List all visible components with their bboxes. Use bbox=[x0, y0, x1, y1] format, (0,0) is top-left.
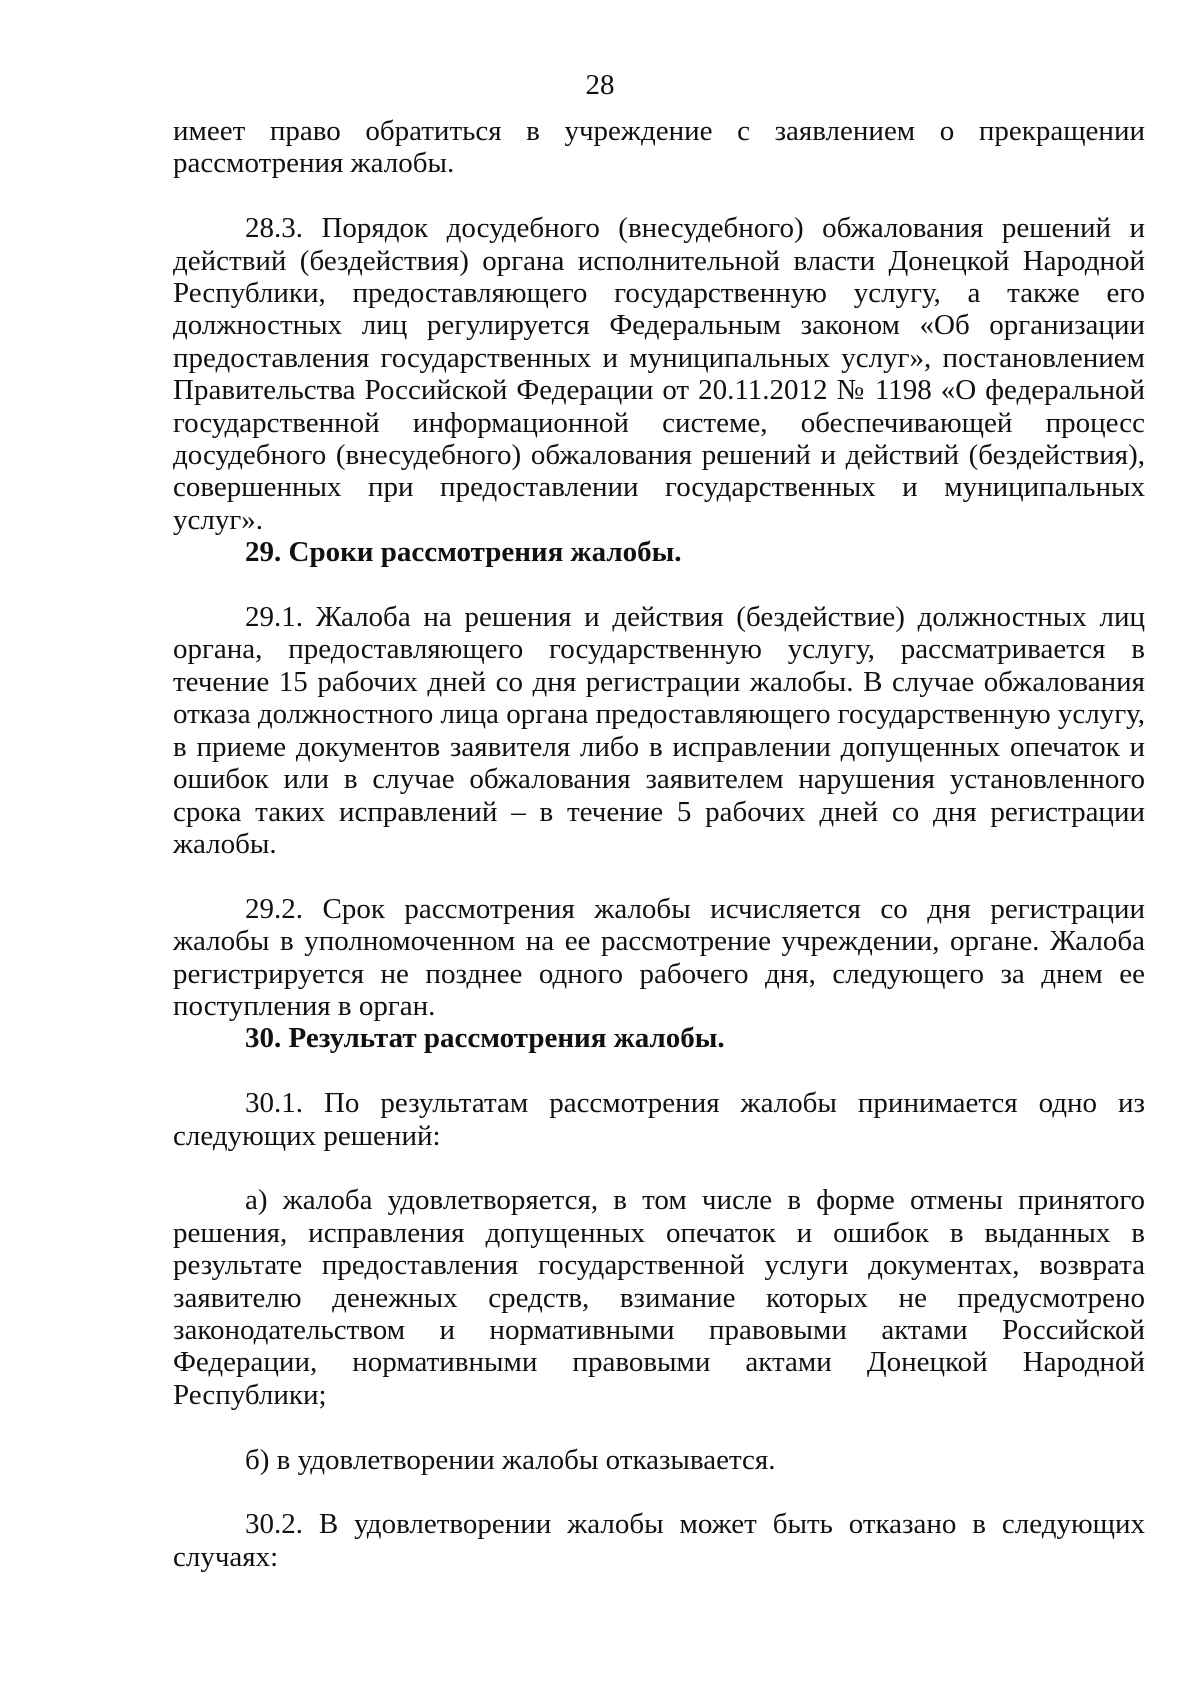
page-number: 28 bbox=[585, 69, 615, 101]
paragraph-29-1: 29.1. Жалоба на решения и действия (бездействие) должностных лиц органа, предоставляющего государственную услугу, рассматривается в течение 15 рабочих дней со дня регистрации жалобы. В случае обжалования отказа должностного лица органа предоставляющего государственную услугу, в приеме документов заявителя либо в исправлении допущенных опечаток и ошибок или в случае обжалования заявителем нарушения установленного срока таких исправлений – в течение 5 рабочих дней со дня регистрации жалобы. bbox=[173, 601, 1145, 860]
paragraph-28-3: 28.3. Порядок досудебного (внесудебного) обжалования решений и действий (бездействия) органа исполнительной власти Донецкой Народной Республики, предоставляющего государственную услугу, а также его должностных лиц регулируется Федеральным законом «Об организации предоставления государственных и муниципальных услуг», постановлением Правительства Российской Федерации от 20.11.2012 № 1198 «О федеральной государственной информационной системе, обеспечивающей процесс досудебного (внесудебного) обжалования решений и действий (бездействия), совершенных при предоставлении государственных и муниципальных услуг». bbox=[173, 212, 1145, 536]
section-heading-30: 30. Результат рассмотрения жалобы. bbox=[245, 1022, 725, 1055]
section-heading-29: 29. Сроки рассмотрения жалобы. bbox=[245, 536, 682, 569]
paragraph-continuation: имеет право обратиться в учреждение с заявлением о прекращении рассмотрения жалобы. bbox=[173, 115, 1145, 180]
document-body bbox=[173, 115, 1145, 1573]
paragraph-30-1-b: б) в удовлетворении жалобы отказывается. bbox=[245, 1443, 776, 1476]
paragraph-30-1: 30.1. По результатам рассмотрения жалобы принимается одно из следующих решений: bbox=[173, 1087, 1145, 1152]
paragraph-29-2: 29.2. Срок рассмотрения жалобы исчисляется со дня регистрации жалобы в уполномоченном на ее рассмотрение учреждении, органе. Жалоба регистрируется не позднее одного рабочего дня, следующего за днем ее поступления в орган. bbox=[173, 892, 1145, 1022]
paragraph-30-1-a: а) жалоба удовлетворяется, в том числе в форме отмены принятого решения, исправления допущенных опечаток и ошибок в выданных в результате предоставления государственной услуги документах, возврата заявителю денежных средств, взимание которых не предусмотрено законодательством и нормативными правовыми актами Российской Федерации, нормативными правовыми актами Донецкой Народной Республики; bbox=[173, 1184, 1145, 1411]
paragraph-30-2: 30.2. В удовлетворении жалобы может быть отказано в следующих случаях: bbox=[173, 1508, 1145, 1573]
